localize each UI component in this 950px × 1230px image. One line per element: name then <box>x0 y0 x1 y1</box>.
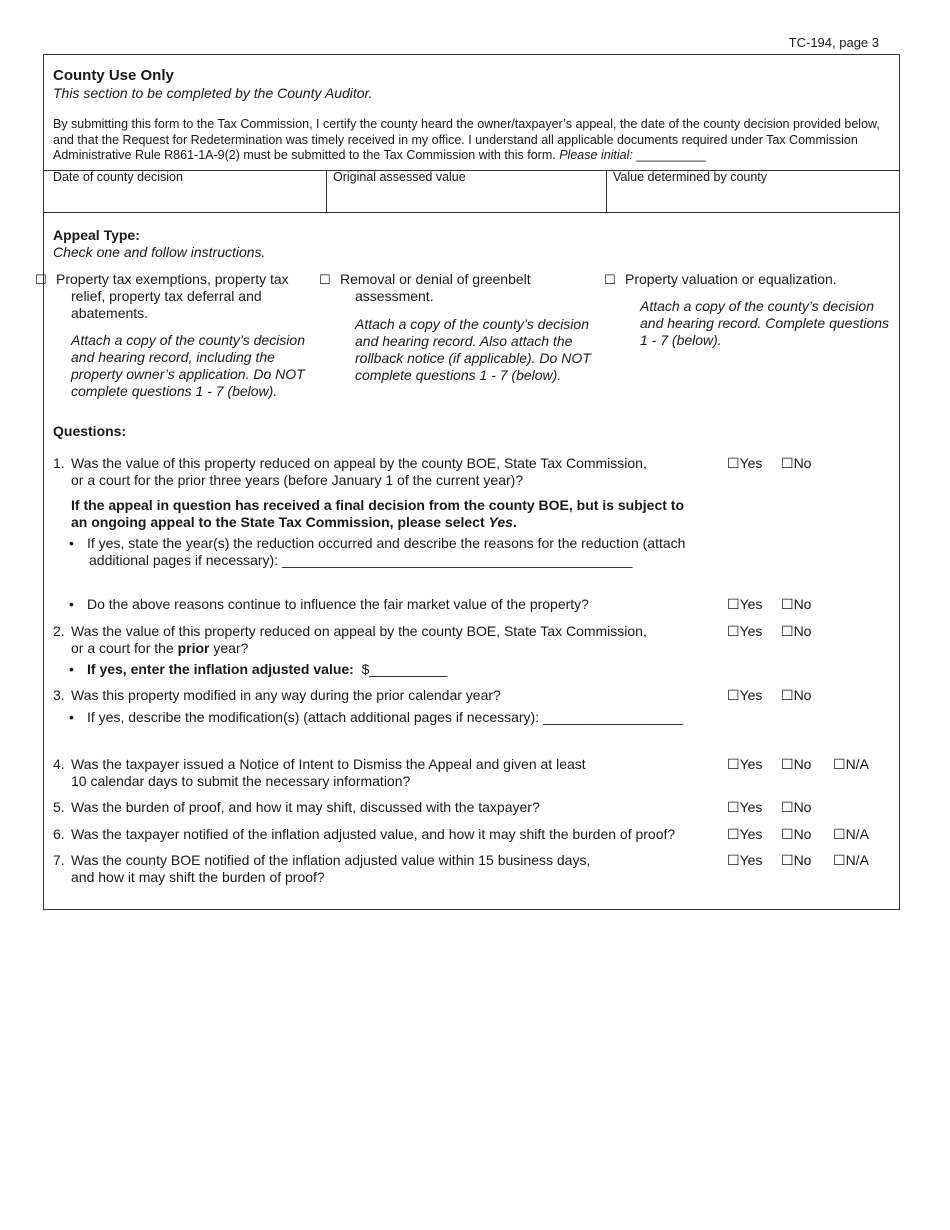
yes-checkbox[interactable]: ☐Yes <box>727 623 763 639</box>
na-checkbox[interactable]: ☐N/A <box>833 852 869 868</box>
original-assessed-value-field[interactable]: Original assessed value <box>333 170 466 184</box>
appeal-option-note: Attach a copy of the county’s decision and hearing record. Complete questions 1 - 7 (below). <box>640 298 890 348</box>
appeal-option-valuation[interactable]: ☐ Property valuation or equalization. <box>604 271 837 287</box>
no-checkbox[interactable]: ☐No <box>781 756 812 772</box>
appeal-option-greenbelt[interactable]: ☐ Removal or denial of greenbelt assessment. <box>319 271 531 304</box>
certification-statement: By submitting this form to the Tax Commission, I certify the county heard the owner/taxpayer’s appeal, the date of the county decision provided below, and that the Request for Redetermination was timely received in my office. I understand all applicable documents required under Tax Commission Administrative Rule R861-1A-9(2) must be submitted to the Tax Commission with this form. Please initial: __________ <box>53 117 880 162</box>
question-5: 5. Was the burden of proof, and how it may shift, discussed with the taxpayer? <box>53 799 540 815</box>
section-subtitle: This section to be completed by the County Auditor. <box>53 85 373 101</box>
yes-checkbox[interactable]: ☐Yes <box>727 455 763 471</box>
question-1-reasons-field[interactable]: • If yes, state the year(s) the reduction occurred and describe the reasons for the reduction (attach additional pages if necessary): _____________________________________________ <box>69 535 686 568</box>
date-of-decision-field[interactable]: Date of county decision <box>53 170 183 184</box>
question-3: 3. Was this property modified in any way during the prior calendar year? <box>53 687 501 703</box>
yes-checkbox[interactable]: ☐Yes <box>727 596 763 612</box>
yes-checkbox[interactable]: ☐Yes <box>727 852 763 868</box>
question-1-note: If the appeal in question has received a final decision from the county BOE, but is subject to an ongoing appeal to the State Tax Commission, please select Yes. <box>71 497 684 530</box>
no-checkbox[interactable]: ☐No <box>781 852 812 868</box>
no-checkbox[interactable]: ☐No <box>781 623 812 639</box>
appeal-option-exemptions[interactable]: ☐ Property tax exemptions, property tax relief, property tax deferral and abatements. <box>35 271 289 321</box>
initial-label: Please initial: <box>559 148 633 162</box>
yes-checkbox[interactable]: ☐Yes <box>727 756 763 772</box>
question-1-followup: • Do the above reasons continue to influence the fair market value of the property? <box>69 596 589 612</box>
no-checkbox[interactable]: ☐No <box>781 455 812 471</box>
question-1: 1. Was the value of this property reduced on appeal by the county BOE, State Tax Commission, or a court for the prior three years (before January 1 of the current year)? <box>53 455 647 488</box>
initial-field[interactable]: __________ <box>636 148 706 162</box>
question-2-inflation-value: • If yes, enter the inflation adjusted value: $__________ <box>69 661 448 677</box>
no-checkbox[interactable]: ☐No <box>781 687 812 703</box>
question-6-answers <box>727 826 869 843</box>
yes-checkbox[interactable]: ☐Yes <box>727 687 763 703</box>
yes-checkbox[interactable]: ☐Yes <box>727 826 763 842</box>
questions-heading: Questions: <box>53 423 127 439</box>
divider <box>606 170 607 212</box>
question-4: 4. Was the taxpayer issued a Notice of Intent to Dismiss the Appeal and given at least 10 calendar days to submit the necessary information? <box>53 756 586 789</box>
question-3-modification-field[interactable]: • If yes, describe the modification(s) (attach additional pages if necessary): __________________ <box>69 709 684 725</box>
na-checkbox[interactable]: ☐N/A <box>833 826 869 842</box>
no-checkbox[interactable]: ☐No <box>781 596 812 612</box>
question-6: 6. Was the taxpayer notified of the inflation adjusted value, and how it may shift the burden of proof? <box>53 826 676 842</box>
page-number-header: TC-194, page 3 <box>788 35 879 50</box>
appeal-option-note: Attach a copy of the county’s decision and hearing record. Also attach the rollback notice (if applicable). Do NOT complete questions 1 - 7 (below). <box>355 316 591 383</box>
question-2-answers <box>727 623 811 640</box>
inflation-value-field[interactable]: $__________ <box>361 661 448 677</box>
divider <box>326 170 327 212</box>
value-determined-field[interactable]: Value determined by county <box>613 170 768 184</box>
divider <box>44 212 899 213</box>
appeal-option-note: Attach a copy of the county’s decision and hearing record, including the property owner’s application. Do NOT complete questions 1 - 7 (below). <box>71 332 305 399</box>
question-1-answers <box>727 455 811 472</box>
no-checkbox[interactable]: ☐No <box>781 826 812 842</box>
question-4-answers <box>727 756 869 773</box>
question-7: 7. Was the county BOE notified of the inflation adjusted value within 15 business days, and how it may shift the burden of proof? <box>53 852 591 885</box>
na-checkbox[interactable]: ☐N/A <box>833 756 869 772</box>
section-title: County Use Only <box>53 67 174 84</box>
question-7-answers <box>727 852 869 869</box>
appeal-type-heading: Appeal Type: <box>53 227 140 243</box>
no-checkbox[interactable]: ☐No <box>781 799 812 815</box>
question-2: 2. Was the value of this property reduced on appeal by the county BOE, State Tax Commission, or a court for the prior year? <box>53 623 647 656</box>
county-use-section <box>35 54 900 910</box>
yes-checkbox[interactable]: ☐Yes <box>727 799 763 815</box>
question-5-answers <box>727 799 811 816</box>
appeal-type-instruction: Check one and follow instructions. <box>53 244 266 260</box>
question-1-followup-answers <box>727 596 811 613</box>
question-3-answers <box>727 687 811 704</box>
